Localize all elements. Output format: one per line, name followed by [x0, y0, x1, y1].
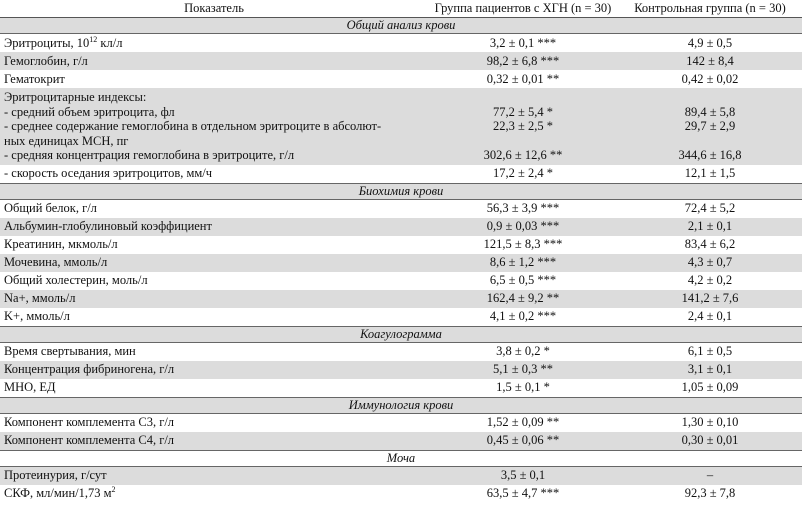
- table-row: [0, 485, 802, 503]
- row-control-value: 142 ± 8,4: [618, 52, 802, 70]
- header-patient-group: Группа пациентов с ХГН (n = 30): [428, 0, 618, 18]
- table-row: [0, 165, 802, 184]
- table-row: [0, 413, 802, 432]
- table-row: [0, 432, 802, 451]
- row-patient-value: 56,3 ± 3,9 ***: [486, 201, 560, 216]
- indices-mch-patient: 22,3 ± 2,5 *: [493, 119, 553, 133]
- row-patient-value: 1,52 ± 0,09 **: [486, 415, 560, 430]
- row-patient-value: 0,9 ± 0,03 ***: [428, 218, 618, 236]
- row-label: Компонент комплемента С3, г/л: [4, 415, 175, 430]
- table-row: [0, 218, 802, 236]
- table-row: [0, 272, 802, 290]
- indices-patient-values: [428, 88, 618, 165]
- section-title: Иммунология крови: [0, 397, 802, 413]
- row-control-value: 4,3 ± 0,7: [618, 254, 802, 272]
- row-control-value: 0,42 ± 0,02: [681, 71, 739, 86]
- row-label: Общий белок, г/л: [4, 201, 97, 216]
- section-header-urine: [0, 450, 802, 466]
- section-header-immunology: [0, 397, 802, 413]
- row-patient-value: 3,5 ± 0,1: [428, 466, 618, 485]
- section-header-coagulogram: [0, 326, 802, 342]
- section-title: Биохимия крови: [0, 183, 802, 199]
- row-control-value: 1,30 ± 0,10: [681, 415, 739, 430]
- table-row-erythrocyte-indices: [0, 88, 802, 165]
- indices-mcv-label: - средний объем эритроцита, фл: [4, 104, 175, 119]
- row-label: Эритроциты, $10^{12}$ кл/л: [4, 34, 123, 50]
- row-patient-value: 162,4 ± 9,2 **: [428, 290, 618, 308]
- indices-mcv-control: 89,4 ± 5,8: [684, 104, 736, 119]
- table-row: [0, 342, 802, 361]
- row-control-value: 4,9 ± 0,5: [687, 35, 733, 50]
- section-header-biochemistry: [0, 183, 802, 199]
- row-control-value: 141,2 ± 7,6: [618, 290, 802, 308]
- row-control-value: –: [618, 466, 802, 485]
- row-control-value: 2,4 ± 0,1: [687, 309, 733, 324]
- section-header-cbc: [0, 18, 802, 34]
- table-row: [0, 308, 802, 327]
- row-patient-value: 6,5 ± 0,5 ***: [489, 273, 557, 288]
- row-patient-value: 4,1 ± 0,2 ***: [489, 309, 557, 324]
- row-label: Концентрация фибриногена, г/л: [0, 361, 428, 379]
- indices-mchc-control: 344,6 ± 16,8: [678, 148, 742, 162]
- row-label: Na+, ммоль/л: [0, 290, 428, 308]
- table-row: [0, 379, 802, 398]
- table-row: [0, 290, 802, 308]
- header-row: [0, 0, 802, 18]
- row-label: Компонент комплемента С4, г/л: [0, 432, 428, 451]
- row-label: Время свертывания, мин: [4, 344, 136, 359]
- row-label: Гемоглобин, г/л: [0, 52, 428, 70]
- row-label: K+, ммоль/л: [4, 309, 70, 324]
- indices-title: Эритроцитарные индексы:: [4, 90, 147, 104]
- row-control-value: 72,4 ± 5,2: [684, 201, 736, 216]
- indices-mcv-patient: 77,2 ± 5,4 *: [493, 104, 553, 119]
- row-control-value: 4,2 ± 0,2: [687, 273, 733, 288]
- row-patient-value: 98,2 ± 6,8 ***: [428, 52, 618, 70]
- section-title: Коагулограмма: [0, 326, 802, 342]
- row-control-value: 12,1 ± 1,5: [684, 166, 736, 181]
- row-label: Креатинин, мкмоль/л: [4, 237, 118, 252]
- row-control-value: 1,05 ± 0,09: [681, 380, 739, 395]
- row-control-value: 92,3 ± 7,8: [684, 486, 736, 501]
- row-control-value: 3,1 ± 0,1: [618, 361, 802, 379]
- row-label: Мочевина, ммоль/л: [0, 254, 428, 272]
- row-label: - скорость оседания эритроцитов, мм/ч: [4, 166, 213, 181]
- indices-mch-label-line1: - среднее содержание гемоглобина в отдельном эритроците в абсолют-: [4, 119, 382, 133]
- table-row: [0, 52, 802, 70]
- table-row: [0, 466, 802, 485]
- row-patient-value: 121,5 ± 8,3 ***: [483, 237, 563, 252]
- row-patient-value: 17,2 ± 2,4 *: [493, 166, 553, 181]
- indices-control-values: [618, 88, 802, 165]
- row-patient-value: 63,5 ± 4,7 ***: [486, 486, 560, 501]
- indices-labels: [0, 88, 428, 165]
- indices-mch-control: 29,7 ± 2,9: [684, 119, 736, 133]
- row-label: Протеинурия, г/сут: [0, 466, 428, 485]
- row-patient-value: 0,32 ± 0,01 **: [486, 71, 560, 86]
- row-control-value: 83,4 ± 6,2: [684, 237, 736, 252]
- row-label: Альбумин-глобулиновый коэффициент: [0, 218, 428, 236]
- row-label: Гематокрит: [4, 71, 65, 86]
- row-control-value: 0,30 ± 0,01: [618, 432, 802, 451]
- indices-mchc-patient: 302,6 ± 12,6 **: [483, 148, 563, 162]
- section-title: Общий анализ крови: [0, 18, 802, 34]
- header-control-group: Контрольная группа (n = 30): [618, 0, 802, 18]
- table-row: [0, 236, 802, 254]
- table-row: [0, 70, 802, 88]
- header-indicator: Показатель: [0, 0, 428, 18]
- indices-mch-label-line2: ных единицах МСН, пг: [4, 133, 129, 148]
- table-row: [0, 254, 802, 272]
- section-title: Моча: [0, 450, 802, 466]
- row-patient-value: 0,45 ± 0,06 **: [428, 432, 618, 451]
- row-patient-value: 1,5 ± 0,1 *: [496, 380, 550, 395]
- row-label: СКФ, мл/мин/1,73 $м^2$: [4, 485, 116, 501]
- row-label: Общий холестерин, моль/л: [4, 273, 148, 288]
- table-row: [0, 361, 802, 379]
- row-label: МНО, ЕД: [4, 380, 56, 395]
- row-patient-value: 3,8 ± 0,2 *: [496, 344, 550, 359]
- row-control-value: 2,1 ± 0,1: [618, 218, 802, 236]
- row-patient-value: 3,2 ± 0,1 ***: [489, 35, 557, 50]
- table-row: [0, 34, 802, 53]
- row-patient-value: 8,6 ± 1,2 ***: [428, 254, 618, 272]
- row-control-value: 6,1 ± 0,5: [687, 344, 733, 359]
- table-row: [0, 199, 802, 218]
- indices-mchc-label: - средняя концентрация гемоглобина в эритроците, г/л: [4, 148, 295, 162]
- row-patient-value: 5,1 ± 0,3 **: [428, 361, 618, 379]
